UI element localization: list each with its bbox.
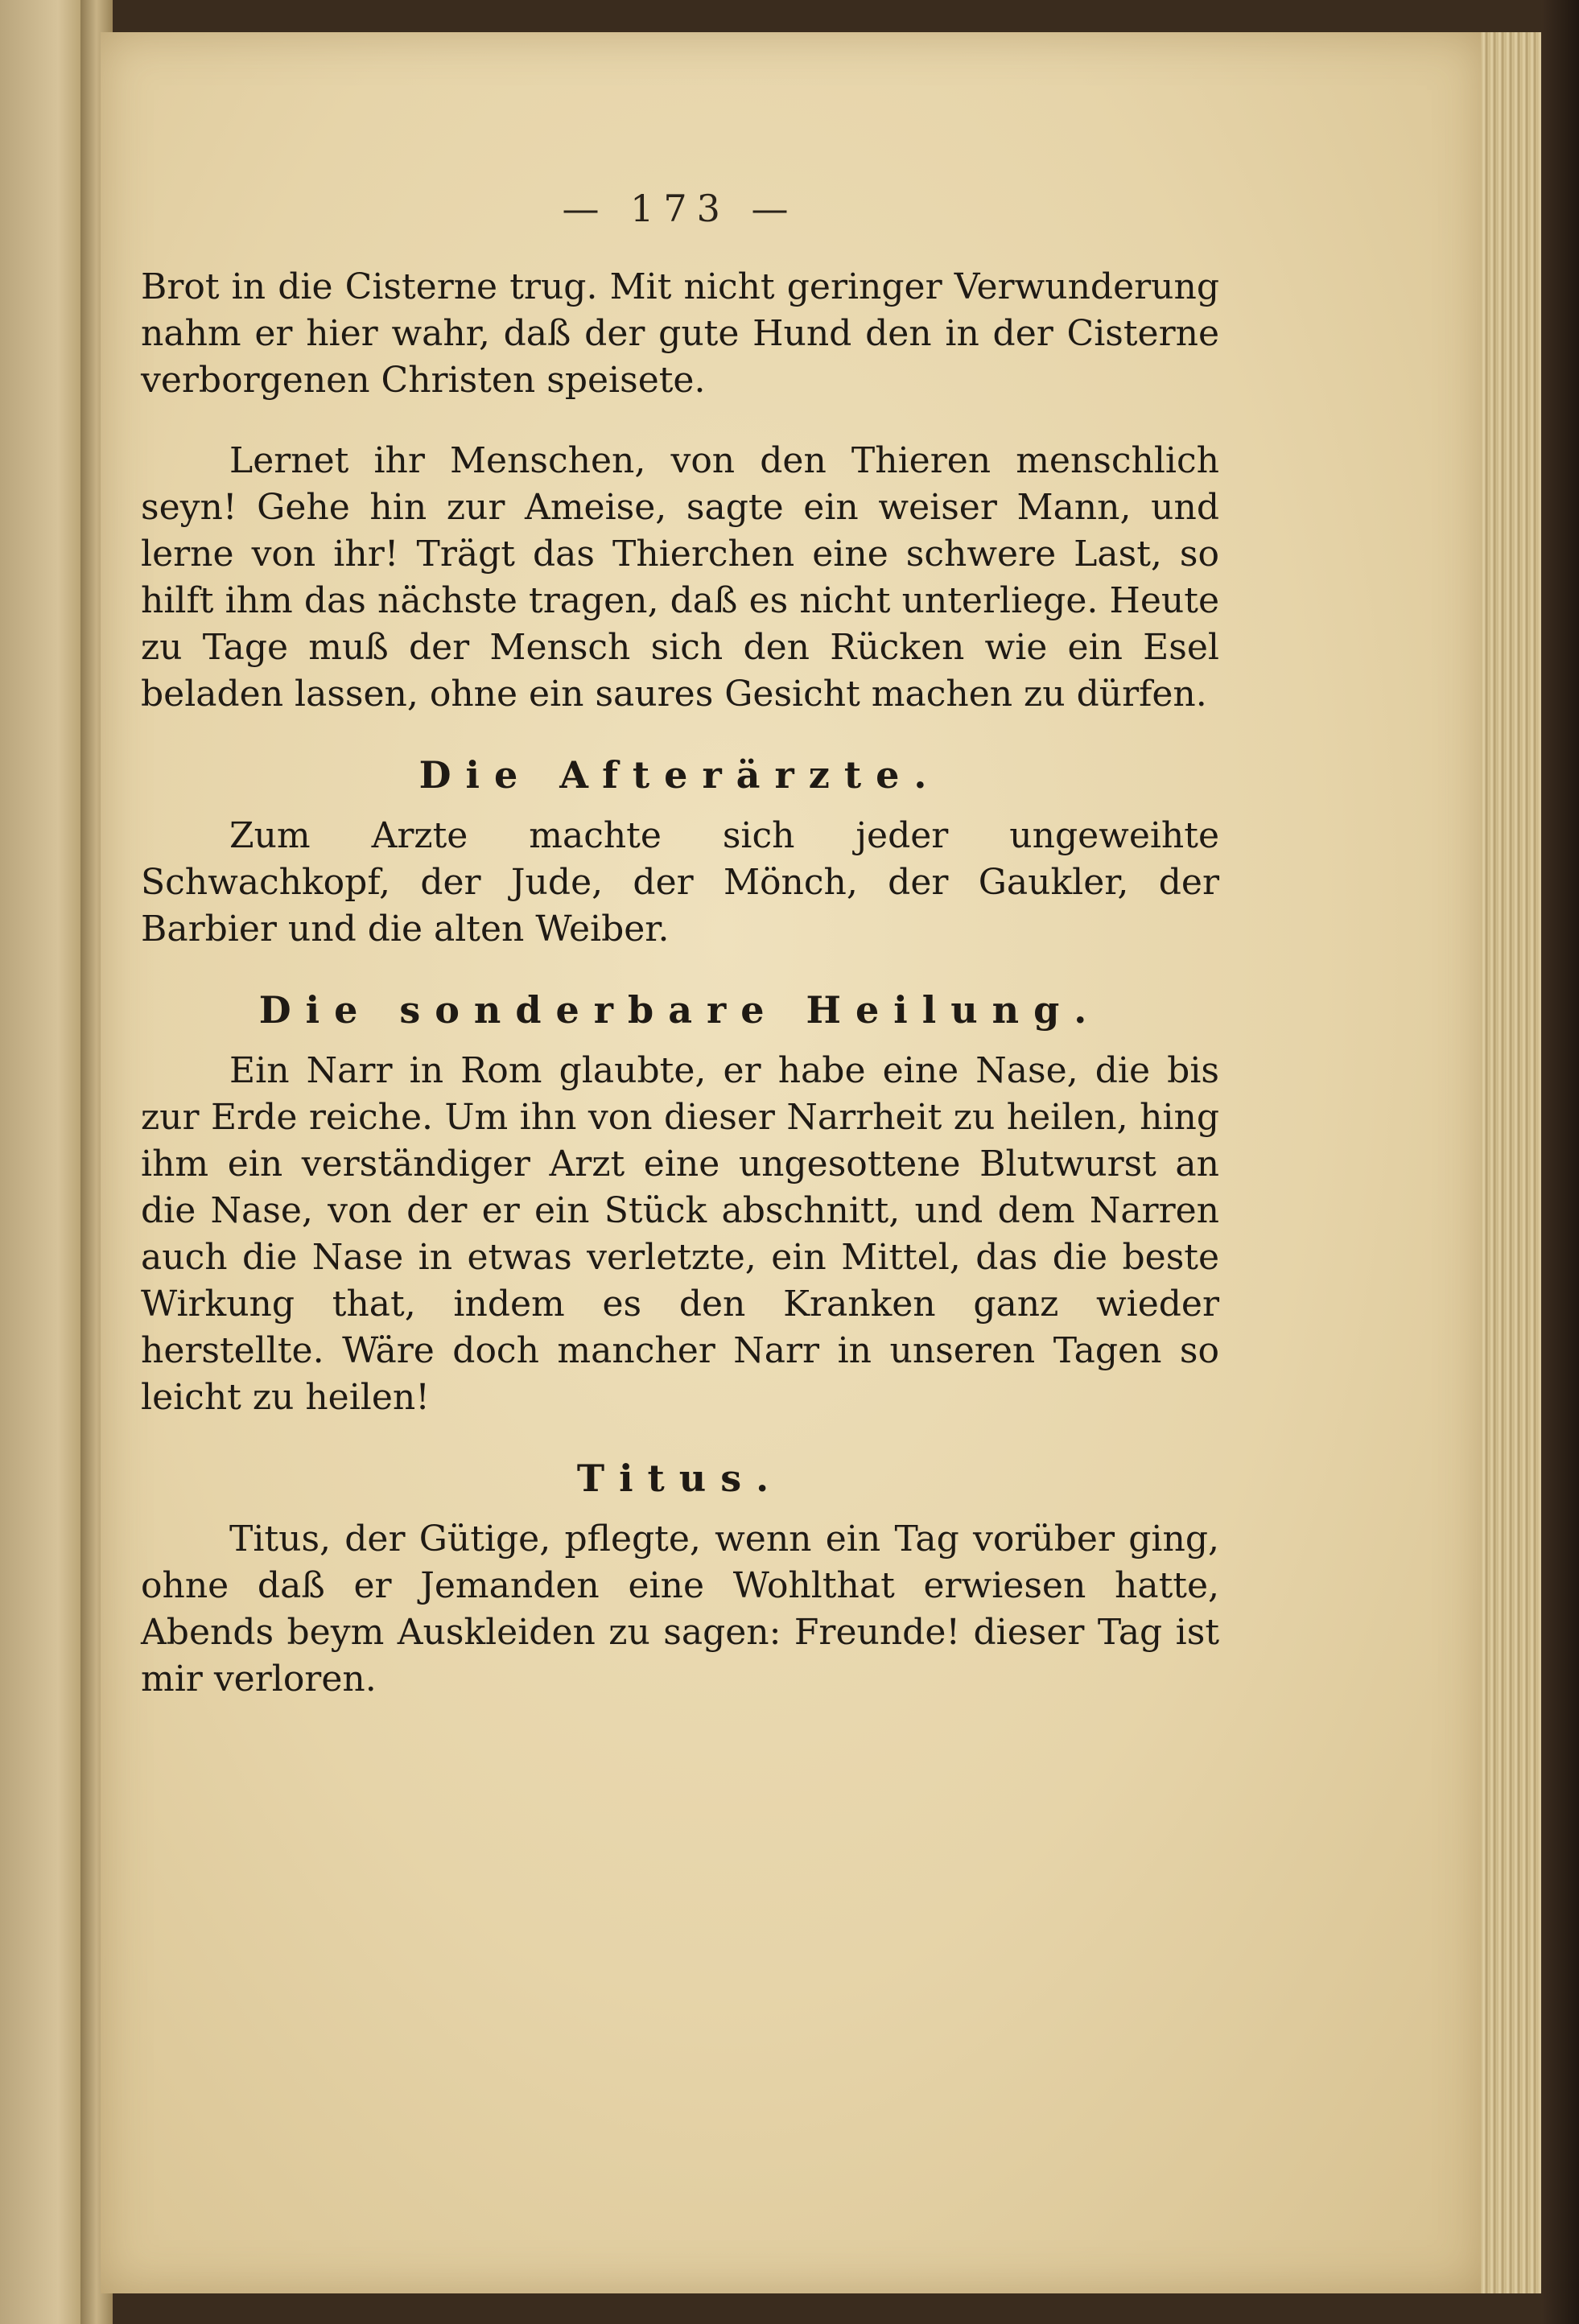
paragraph-moral: Lernet ihr Menschen, von den Thieren menschlich seyn! Gehe hin zur Ameise, sagte ein weiser Mann, und lerne von ihr! Trägt das Thierchen eine schwere Last, so hilft ihm das nächste tragen, daß es nicht unterliege. Heute zu Tage muß der Mensch sich den Rücken wie ein Esel beladen lassen, ohne ein saures Gesicht machen zu dürfen. — [141, 440, 1219, 715]
section-heading-heilung: Die sonderbare Heilung. — [258, 988, 1102, 1032]
paragraph-continuation: Brot in die Cisterne trug. Mit nicht geringer Verwunderung nahm er hier wahr, daß der gute Hund den in der Cisterne verborgenen Christen speisete. — [141, 266, 1219, 401]
section-heading-afteraerzte: Die Afterärzte. — [418, 753, 942, 797]
section-text-heilung: Ein Narr in Rom glaubte, er habe eine Nase, die bis zur Erde reiche. Um ihn von dieser Narrheit zu heilen, hing ihm ein verständiger Arzt eine ungesottene Blutwurst an die Nase, von der er ein Stück abschnitt, und dem Narren auch die Nase in etwas verletzte, ein Mittel, das die beste Wirkung that, indem es den Kranken ganz wieder herstellte. Wäre doch mancher Narr in unseren Tagen so leicht zu heilen! — [141, 1050, 1219, 1418]
section-text-titus: Titus, der Gütige, pflegte, wenn ein Tag vorüber ging, ohne daß er Jemanden eine Wohlthat erwiesen hatte, Abends beym Auskleiden zu sagen: Freunde! dieser Tag ist mir verloren. — [141, 1518, 1219, 1700]
section-heading-titus: Titus. — [576, 1457, 784, 1500]
page-text — [141, 185, 1219, 1737]
page-stack-edges — [1481, 32, 1545, 2293]
page-number: — 173 — — [562, 187, 798, 230]
book-cover-edge — [1541, 0, 1579, 2324]
section-text-afteraerzte: Zum Arzte machte sich jeder ungeweihte Schwachkopf, der Jude, der Mönch, der Gaukler, der Barbier und die alten Weiber. — [141, 815, 1219, 950]
